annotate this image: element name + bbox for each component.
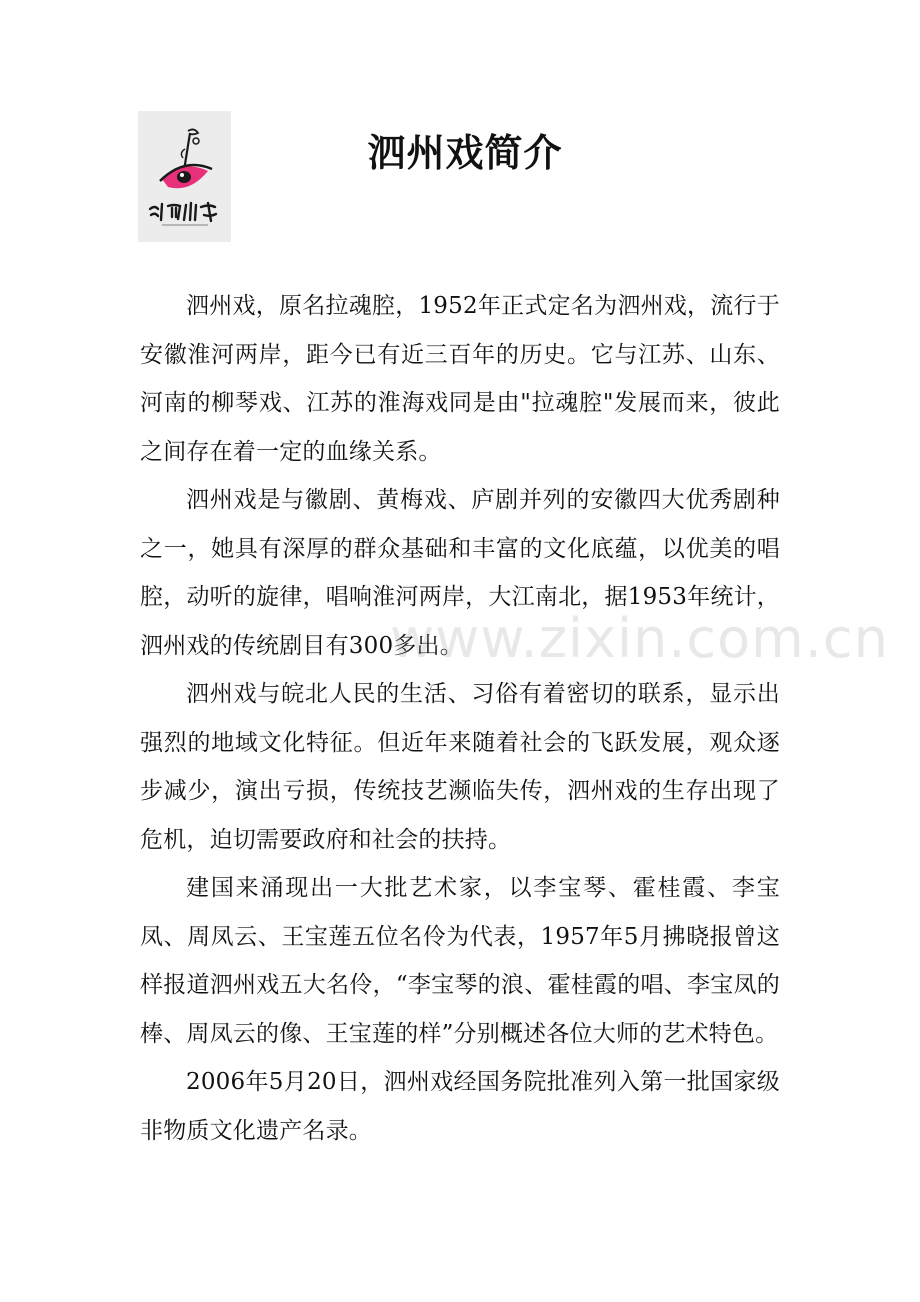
article-body: [140, 282, 780, 1155]
page-title: 泗州戏简介: [367, 130, 563, 175]
watermark: www.zixin.com.cn: [390, 607, 889, 670]
paragraph-status: 泗州戏是与徽剧、黄梅戏、庐剧并列的安徽四大优秀剧种之一，她具有深厚的群众基础和丰富的文化底蕴，以优美的唱腔，动听的旋律，唱响淮河两岸，大江南北，据1953年统计，泗州戏的传统剧目有300多出。: [140, 487, 780, 659]
logo-calligraphy-1: [150, 204, 180, 220]
paragraph-history: 泗州戏，原名拉魂腔，1952年正式定名为泗州戏，流行于安徽淮河两岸，距今已有近三百年的历史。它与江苏、山东、河南的柳琴戏、江苏的淮海戏同是由"拉魂腔"发展而来，彼此之间存在着一定的血缘关系。: [140, 293, 780, 465]
paragraph-culture: 泗州戏与皖北人民的生活、习俗有着密切的联系，显示出强烈的地域文化特征。但近年来随着社会的飞跃发展，观众逐步减少，演出亏损，传统技艺濒临失传，泗州戏的生存出现了危机，迫切需要政府和社会的扶持。: [140, 681, 780, 853]
paragraph-artists: 建国来涌现出一大批艺术家，以李宝琴、霍桂霞、李宝凤、周凤云、王宝莲五位名伶为代表，1957年5月拂晓报曾这样报道泗州戏五大名伶，“李宝琴的浪、霍桂霞的唱、李宝凤的棒、周凤云的像、王宝莲的样”分别概述各位大师的艺术特色。: [140, 875, 780, 1047]
logo-calligraphy-2: [184, 203, 216, 221]
paragraph-heritage: 2006年5月20日，泗州戏经国务院批准列入第一批国家级非物质文化遗产名录。: [140, 1069, 780, 1144]
